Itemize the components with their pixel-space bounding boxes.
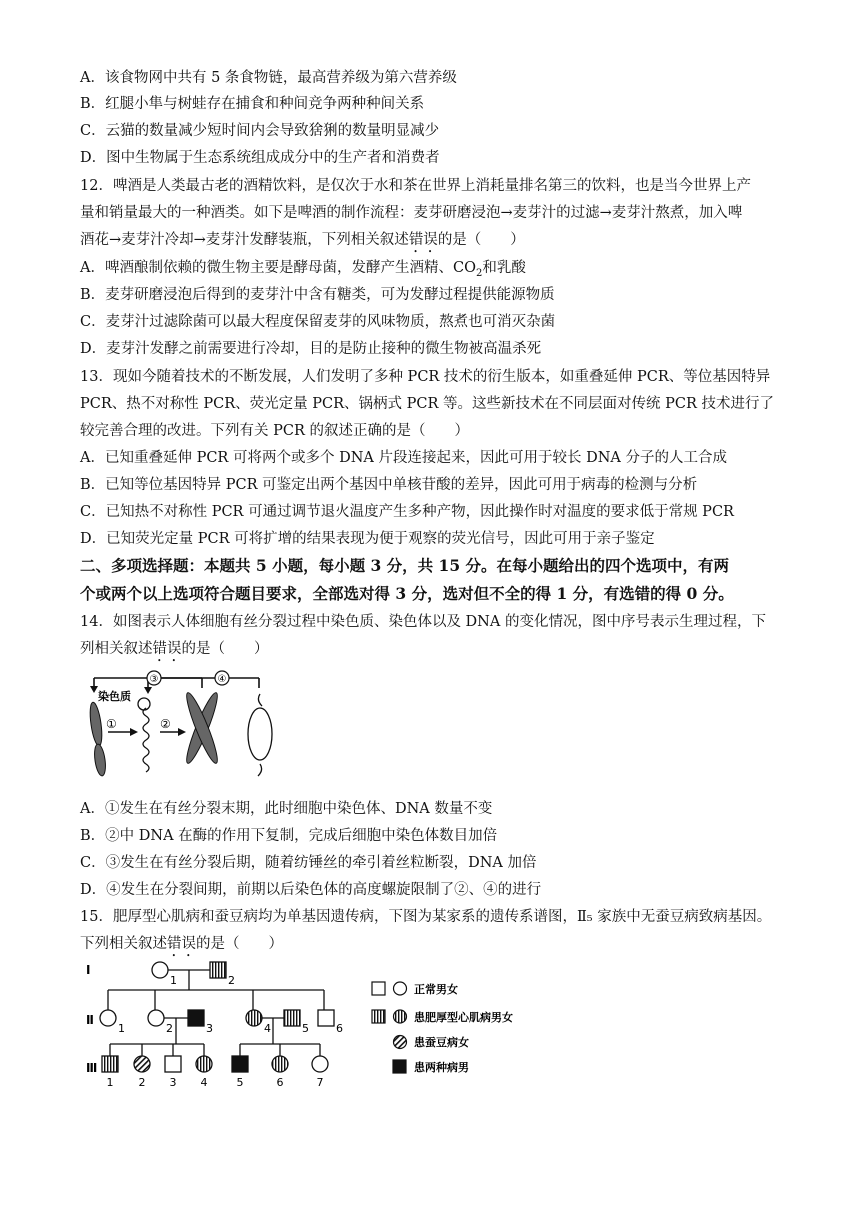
q13-option-a[interactable]: A．已知重叠延伸 PCR 可将两个或多个 DNA 片段连接起来，因此可用于较长 DNA 分子的人工合成 bbox=[80, 450, 727, 466]
generation-label-i: Ⅰ bbox=[86, 963, 91, 977]
q11-option-c[interactable]: C．云猫的数量减少短时间内会导致猞猁的数量明显减少 bbox=[80, 123, 440, 139]
pedigree-ii-1-label: 1 bbox=[118, 1022, 125, 1035]
generation-label-ii: Ⅱ bbox=[86, 1013, 94, 1027]
q14-chromosome-figure bbox=[84, 664, 284, 784]
pedigree-ii-1 bbox=[100, 1010, 116, 1026]
q14-chromosome-x bbox=[182, 691, 222, 766]
q14-stem-line1: 14．如图表示人体细胞有丝分裂过程中染色质、染色体以及 DNA 的变化情况，图中序号表示生理过程，下 bbox=[80, 614, 766, 630]
q11-option-d[interactable]: D．图中生物属于生态系统组成成分中的生产者和消费者 bbox=[80, 150, 440, 166]
pedigree-ii-5 bbox=[284, 1010, 300, 1026]
section2-heading-line2: 个或两个以上选项符合题目要求，全部选对得 3 分，选对但不全的得 1 分，有选错的得 0 分。 bbox=[80, 584, 734, 603]
q12-option-c[interactable]: C．麦芽汁过滤除菌可以最大程度保留麦芽的风味物质，熬煮也可消灭杂菌 bbox=[80, 314, 556, 330]
pedigree-ii-6 bbox=[318, 1010, 334, 1026]
q13-stem-line1: 13．现如今随着技术的不断发展，人们发明了多种 PCR 技术的衍生版本，如重叠延伸 PCR、等位基因特异 bbox=[80, 369, 771, 385]
q14-label-4 bbox=[215, 671, 229, 685]
pedigree-iii-3 bbox=[165, 1056, 181, 1072]
q11-option-b[interactable]: B．红腿小隼与树蛙存在捕食和种间竞争两种种间关系 bbox=[80, 96, 425, 112]
pedigree-ii-2 bbox=[148, 1010, 164, 1026]
q15-stem-line2: 下列相关叙述错误的是（ ） bbox=[80, 936, 283, 952]
q12-stem-line1: 12．啤酒是人类最古老的酒精饮料，是仅次于水和茶在世界上消耗量排名第三的饮料，也是当今世界上产 bbox=[80, 178, 751, 194]
pedigree-iii-4-label: 4 bbox=[200, 1076, 208, 1088]
q12-stem-line3: 酒花→麦芽汁冷却→麦芽汁发酵装瓶，下列相关叙述错误的是（ ） bbox=[80, 232, 525, 248]
q14-option-b[interactable]: B．②中 DNA 在酶的作用下复制，完成后细胞中染色体数目加倍 bbox=[80, 828, 498, 844]
pedigree-iii-2-label: 2 bbox=[138, 1076, 146, 1088]
pedigree-iii-1-label: 1 bbox=[106, 1076, 114, 1088]
legend-both-diseases: 患两种病男 bbox=[414, 1061, 469, 1074]
pedigree-iii-5 bbox=[232, 1056, 248, 1072]
q14-label-3 bbox=[147, 671, 161, 685]
pedigree-i-2-label: 2 bbox=[228, 974, 235, 987]
q15-pedigree-figure bbox=[80, 958, 550, 1088]
pedigree-ii-2-label: 2 bbox=[166, 1022, 173, 1035]
section2-heading-line1: 二、多项选择题：本题共 5 小题，每小题 3 分，共 15 分。在每小题给出的四个选项中，有两 bbox=[80, 556, 730, 575]
q14-option-d[interactable]: D．④发生在分裂间期，前期以后染色体的高度螺旋限制了②、④的进行 bbox=[80, 882, 542, 898]
pedigree-iii-5-label: 5 bbox=[236, 1076, 244, 1088]
q13-option-d[interactable]: D．已知荧光定量 PCR 可将扩增的结果表现为便于观察的荧光信号，因此可用于亲子鉴定 bbox=[80, 531, 655, 547]
legend-cardiomyopathy: 患肥厚型心肌病男女 bbox=[414, 1011, 513, 1024]
q14-chromatin-strand bbox=[143, 708, 149, 772]
pedigree-iii-3-label: 3 bbox=[169, 1076, 177, 1088]
pedigree-iii-7 bbox=[312, 1056, 328, 1072]
pedigree-iii-2 bbox=[134, 1056, 150, 1072]
q13-option-c[interactable]: C．已知热不对称性 PCR 可通过调节退火温度产生多种产物，因此操作时对温度的要求低于常规 PCR bbox=[80, 504, 734, 520]
q12-stem-line2: 量和销量最大的一种酒类。如下是啤酒的制作流程：麦芽研磨浸泡→麦芽汁的过滤→麦芽汁熬煮，加入啤 bbox=[80, 205, 743, 221]
q14-stem-line2: 列相关叙述错误的是（ ） bbox=[80, 641, 269, 657]
pedigree-iii-4 bbox=[196, 1056, 212, 1072]
q14-option-a[interactable]: A．①发生在有丝分裂末期，此时细胞中染色体、DNA 数量不变 bbox=[80, 801, 493, 817]
svg-text:④: ④ bbox=[217, 674, 227, 685]
q13-stem-line3: 较完善合理的改进。下列有关 PCR 的叙述正确的是（ ） bbox=[80, 423, 469, 439]
q15-stem-line1: 15．肥厚型心肌病和蚕豆病均为单基因遗传病，下图为某家系的遗传系谱图，Ⅱ₅ 家族中无蚕豆病致病基因。 bbox=[80, 909, 772, 925]
legend-favism: 患蚕豆病女 bbox=[414, 1036, 469, 1049]
pedigree-iii-6-label: 6 bbox=[276, 1076, 284, 1088]
q12-option-d[interactable]: D．麦芽汁发酵之前需要进行冷却，目的是防止接种的微生物被高温杀死 bbox=[80, 341, 542, 357]
q14-chromatin-label: 染色质 bbox=[98, 690, 131, 703]
pedigree-legend bbox=[372, 982, 513, 1074]
pedigree-ii-3-label: 3 bbox=[206, 1022, 213, 1035]
pedigree-ii-4 bbox=[246, 1010, 262, 1026]
pedigree-ii-3 bbox=[188, 1010, 204, 1026]
pedigree-i-2 bbox=[210, 962, 226, 978]
legend-normal: 正常男女 bbox=[414, 983, 458, 996]
pedigree-iii-1 bbox=[102, 1056, 118, 1072]
q13-option-b[interactable]: B．已知等位基因特异 PCR 可鉴定出两个基因中单核苷酸的差异，因此可用于病毒的检测与分析 bbox=[80, 477, 698, 493]
pedigree-ii-6-label: 6 bbox=[336, 1022, 343, 1035]
q12-option-b[interactable]: B．麦芽研磨浸泡后得到的麦芽汁中含有糖类，可为发酵过程提供能源物质 bbox=[80, 287, 555, 303]
q14-label-1: ① bbox=[106, 717, 117, 731]
q14-label-2: ② bbox=[160, 717, 171, 731]
q14-dna-ring bbox=[248, 694, 272, 776]
pedigree-iii-6 bbox=[272, 1056, 288, 1072]
q12-option-a[interactable]: A．啤酒酿制依赖的微生物主要是酵母菌，发酵产生酒精、$CO_2$和乳酸 bbox=[80, 260, 526, 279]
q14-option-c[interactable]: C．③发生在有丝分裂后期，随着纺锤丝的牵引着丝粒断裂，DNA 加倍 bbox=[80, 855, 537, 871]
pedigree-iii-7-label: 7 bbox=[316, 1076, 324, 1088]
svg-text:③: ③ bbox=[149, 674, 159, 685]
pedigree-i-1-label: 1 bbox=[170, 974, 177, 987]
pedigree-ii-4-label: 4 bbox=[264, 1022, 271, 1035]
pedigree-ii-5-label: 5 bbox=[302, 1022, 309, 1035]
pedigree-i-1 bbox=[152, 962, 168, 978]
q13-stem-line2: PCR、热不对称性 PCR、荧光定量 PCR、锅柄式 PCR 等。这些新技术在不同层面对传统 PCR 技术进行了 bbox=[80, 396, 774, 412]
generation-label-iii: Ⅲ bbox=[86, 1061, 98, 1075]
q11-option-a[interactable]: A．该食物网中共有 5 条食物链，最高营养级为第六营养级 bbox=[80, 70, 457, 86]
q14-chromosome-left bbox=[88, 702, 107, 777]
